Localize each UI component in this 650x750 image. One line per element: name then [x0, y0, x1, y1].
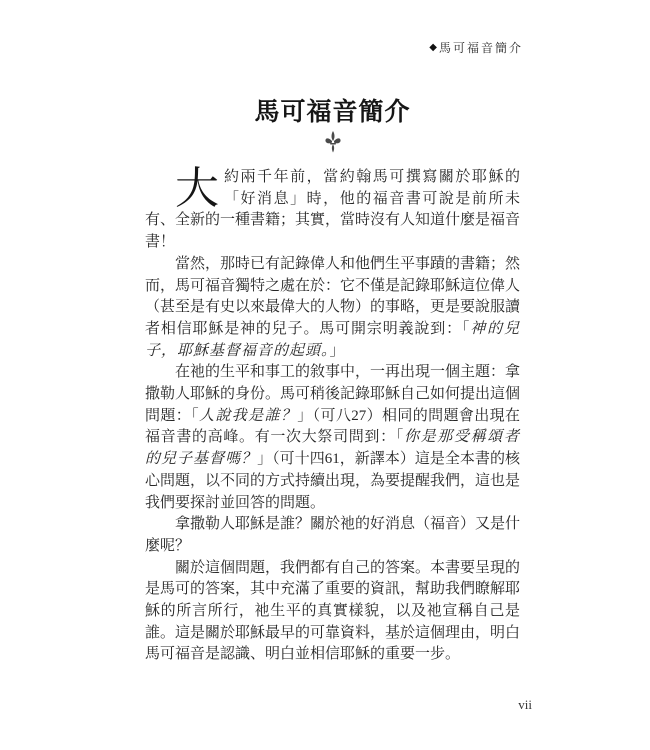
- running-header-text: 馬可福音簡介: [438, 41, 523, 55]
- body-text: 」（可十四61，新譯本）這是全本書的核心問題，以不同的方式持續出現，為要提醒我們，這也是我們要探討並回答的問題。: [145, 451, 521, 511]
- drop-cap: 大: [175, 164, 219, 213]
- scripture-quote: 你是那受稱頌者的兒子基督嗎？: [145, 429, 520, 468]
- body-text: 拿撒勒人耶穌是誰？關於祂的好消息（福音）又是什麼呢？: [145, 516, 521, 554]
- body-text: 當然，那時已有記錄偉人和他們生平事蹟的書籍；然而，馬可福音獨特之處在於：它不僅是記錄耶穌這位偉人（甚至是有史以來最偉大的人物）的事略，更是要說服讀者相信耶穌是神的兒子。馬可開宗明義說到：「: [145, 255, 521, 337]
- page-number: vii: [518, 697, 532, 712]
- paragraph: [145, 254, 520, 363]
- scripture-quote: 人說我是誰？: [199, 407, 298, 424]
- diamond-icon: ◆: [429, 42, 437, 53]
- running-header: [429, 39, 523, 56]
- fleur-de-lis-icon: [145, 131, 520, 153]
- paragraph: [145, 362, 520, 514]
- paragraph: [145, 558, 520, 667]
- body-text: 」（可八27）相同的問題會出現在福音書的高峰。有一次大祭司問到：「: [145, 407, 520, 446]
- page-title: 馬可福音簡介: [254, 99, 411, 126]
- body-text: 約兩千年前，當約翰馬可撰寫關於耶穌的「好消息」時，他的福音書可說是前所未有、全新的一種書籍；其實，當時沒有人知道什麼是福音書！: [145, 169, 521, 251]
- paragraph: [145, 514, 520, 557]
- scripture-quote: 神的兒子，耶穌基督福音的起頭。: [145, 320, 520, 359]
- body-text: 關於這個問題，我們都有自己的答案。本書要呈現的是馬可的答案，其中充滿了重要的資訊，幫助我們瞭解耶穌的所言所行，祂生平的真實樣貌，以及祂宣稱自己是誰。這是關於耶穌最早的可靠資料，基於這個理由，明白馬可福音是認識、明白並相信耶穌的重要一步。: [145, 559, 521, 663]
- article-body: [145, 164, 521, 666]
- paragraph: [145, 164, 521, 254]
- body-text: 」: [329, 342, 345, 359]
- body-text: 在祂的生平和事工的敘事中，一再出現一個主題：拿撒勒人耶穌的身份。馬可稍後記錄耶穌自己如何提出這個問題：「: [145, 364, 521, 424]
